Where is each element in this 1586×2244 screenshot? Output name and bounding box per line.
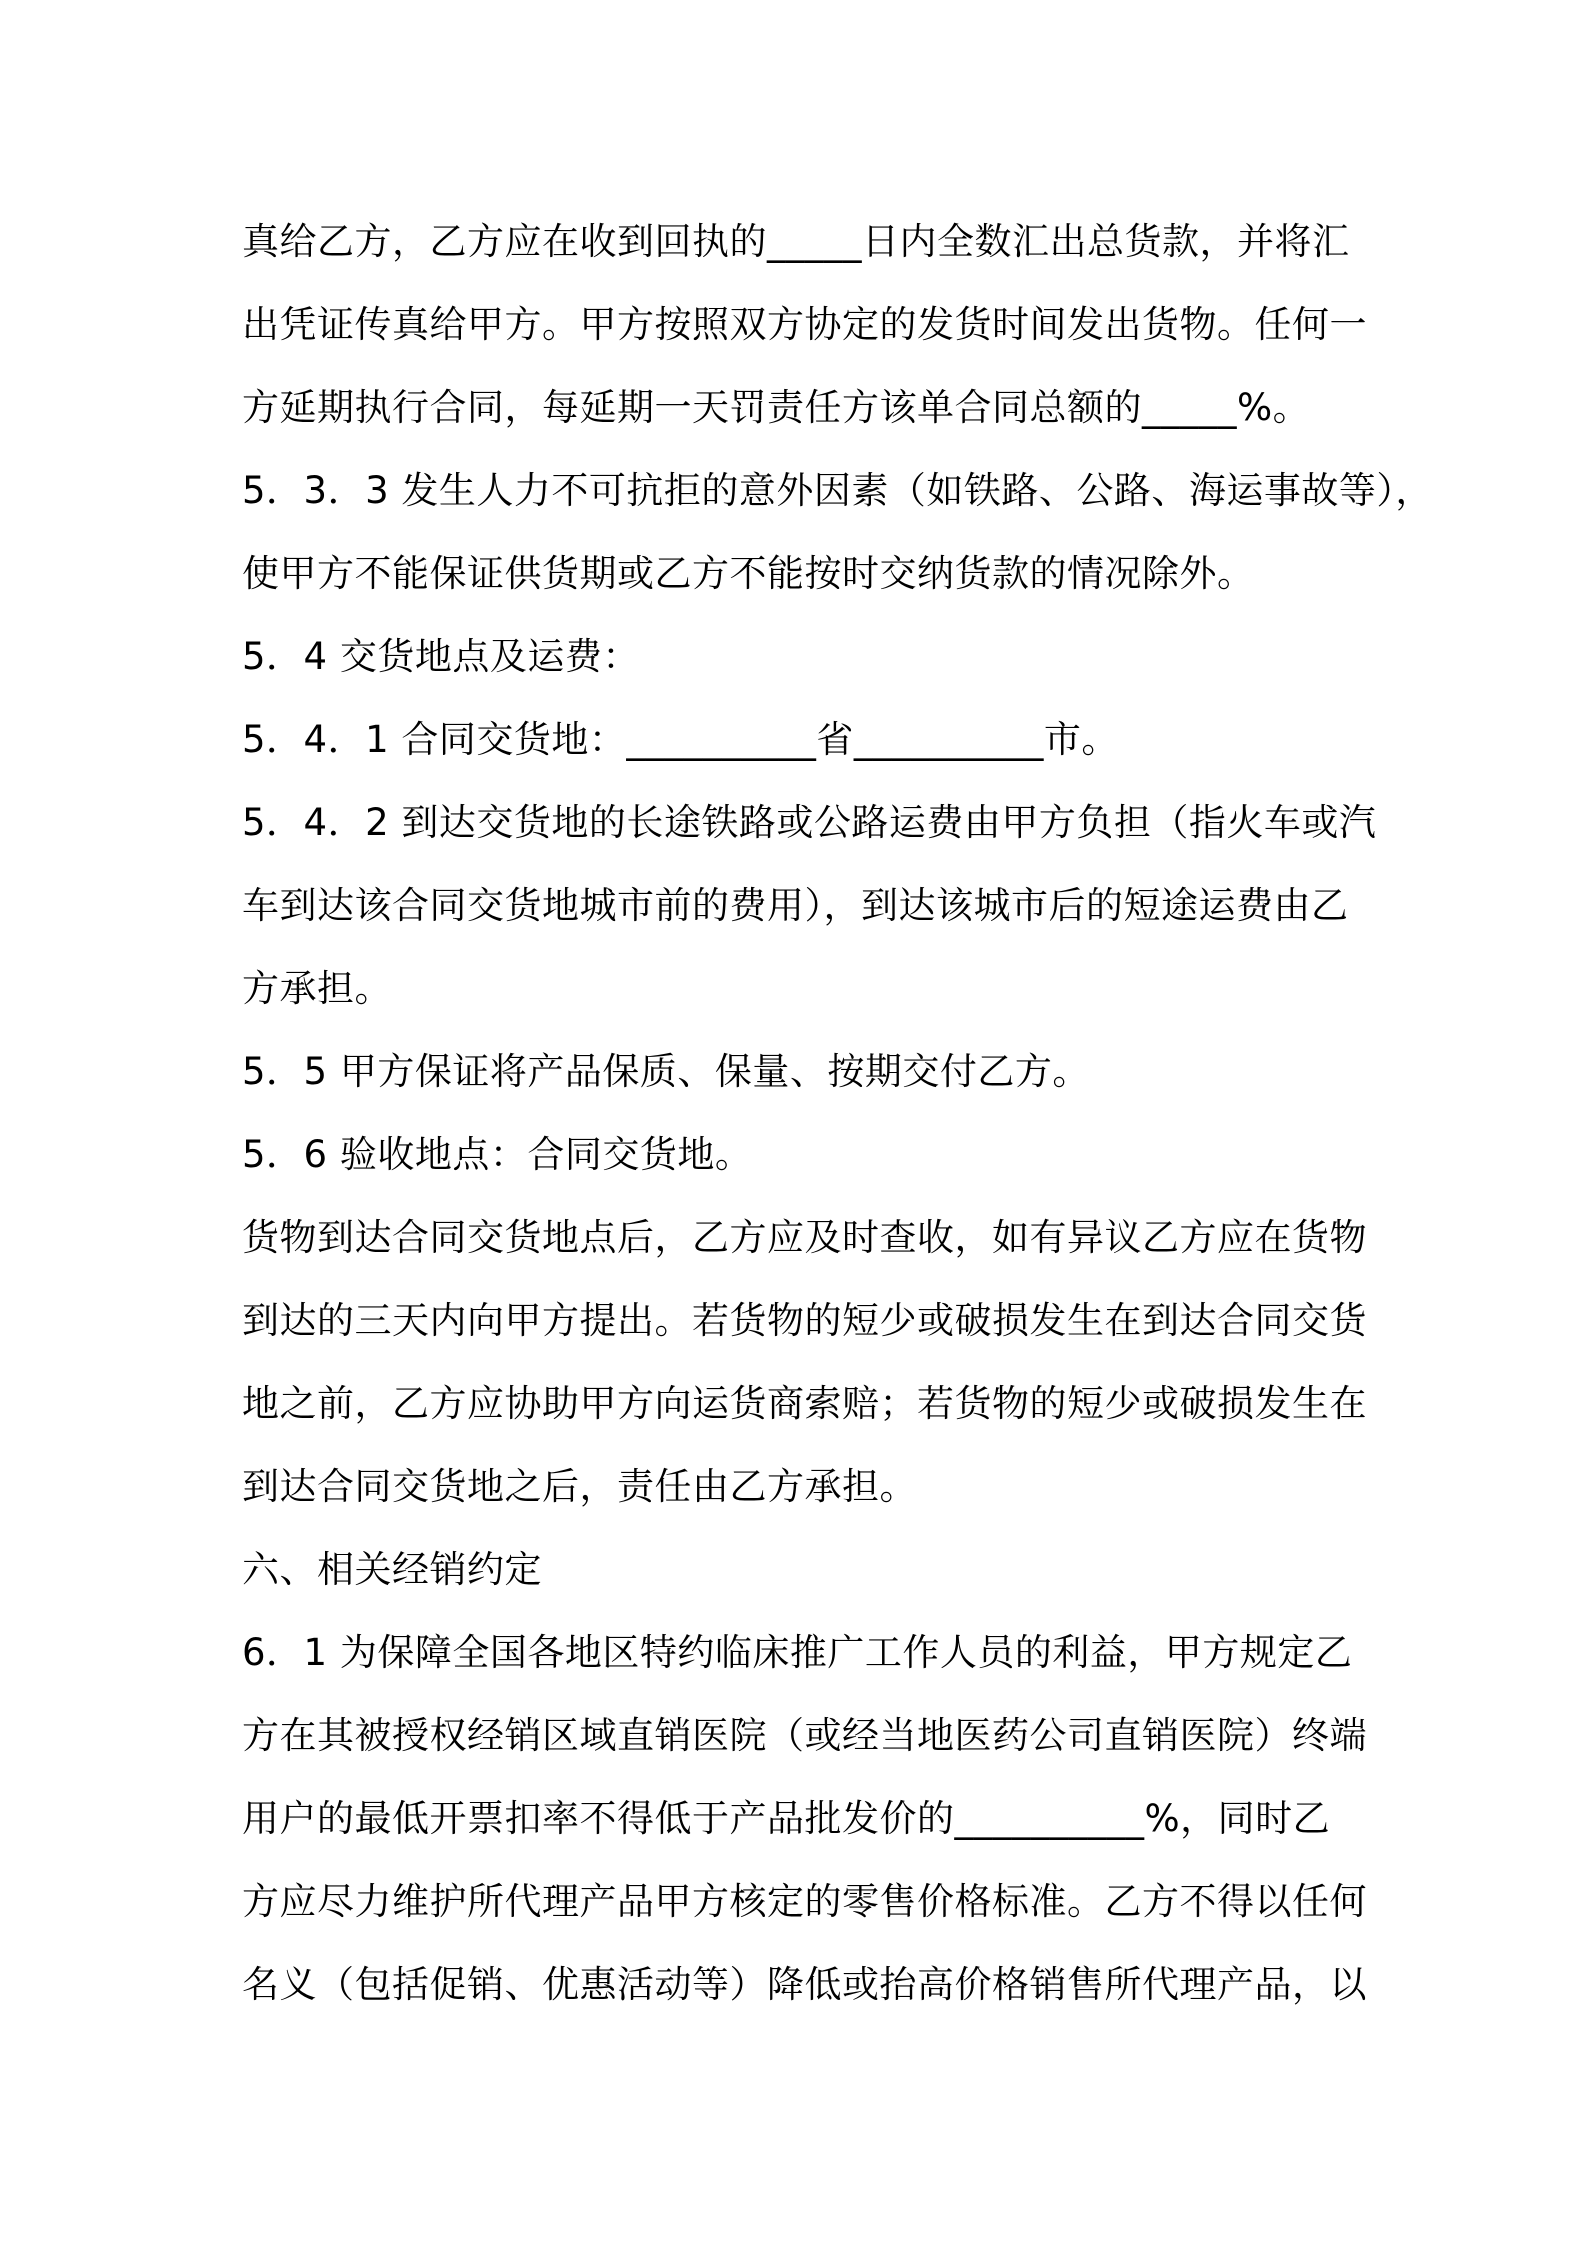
text-line: 方承担。 <box>242 967 392 1010</box>
text-line: 用户的最低开票扣率不得低于产品批发价的__________%，同时乙 <box>242 1797 1331 1840</box>
text-line: 方延期执行合同，每延期一天罚责任方该单合同总额的_____%。 <box>242 386 1311 429</box>
text-line: 方在其被授权经销区域直销医院（或经当地医药公司直销医院）终端 <box>242 1714 1367 1757</box>
text-line: 方应尽力维护所代理产品甲方核定的零售价格标准。乙方不得以任何 <box>242 1880 1367 1923</box>
text-line: 6．1 为保障全国各地区特约临床推广工作人员的利益，甲方规定乙 <box>242 1631 1353 1674</box>
text-line: 使甲方不能保证供货期或乙方不能按时交纳货款的情况除外。 <box>242 552 1255 595</box>
text-line: 名义（包括促销、优惠活动等）降低或抬高价格销售所代理产品，以 <box>242 1963 1367 2006</box>
text-line: 到达的三天内向甲方提出。若货物的短少或破损发生在到达合同交货 <box>242 1299 1367 1342</box>
section-heading-5-4: 5．4 交货地点及运费： <box>242 635 640 678</box>
text-line: 5．3．3 发生人力不可抗拒的意外因素（如铁路、公路、海运事故等）， <box>242 469 1433 512</box>
text-line: 到达合同交货地之后，责任由乙方承担。 <box>242 1465 917 1508</box>
text-line: 5．6 验收地点：合同交货地。 <box>242 1133 753 1176</box>
text-line: 车到达该合同交货地城市前的费用），到达该城市后的短途运费由乙 <box>242 884 1349 927</box>
text-line: 货物到达合同交货地点后，乙方应及时查收，如有异议乙方应在货物 <box>242 1216 1367 1259</box>
section-heading-6: 六、相关经销约定 <box>242 1548 542 1591</box>
text-line: 5．4．1 合同交货地：__________省__________市。 <box>242 718 1119 761</box>
text-line: 真给乙方，乙方应在收到回执的_____日内全数汇出总货款，并将汇 <box>242 220 1350 263</box>
text-line: 地之前，乙方应协助甲方向运货商索赔；若货物的短少或破损发生在 <box>242 1382 1367 1425</box>
text-line: 5．5 甲方保证将产品保质、保量、按期交付乙方。 <box>242 1050 1090 1093</box>
text-line: 出凭证传真给甲方。甲方按照双方协定的发货时间发出货物。任何一 <box>242 303 1367 346</box>
text-line: 5．4．2 到达交货地的长途铁路或公路运费由甲方负担（指火车或汽 <box>242 801 1377 844</box>
document-body <box>242 200 1433 2026</box>
